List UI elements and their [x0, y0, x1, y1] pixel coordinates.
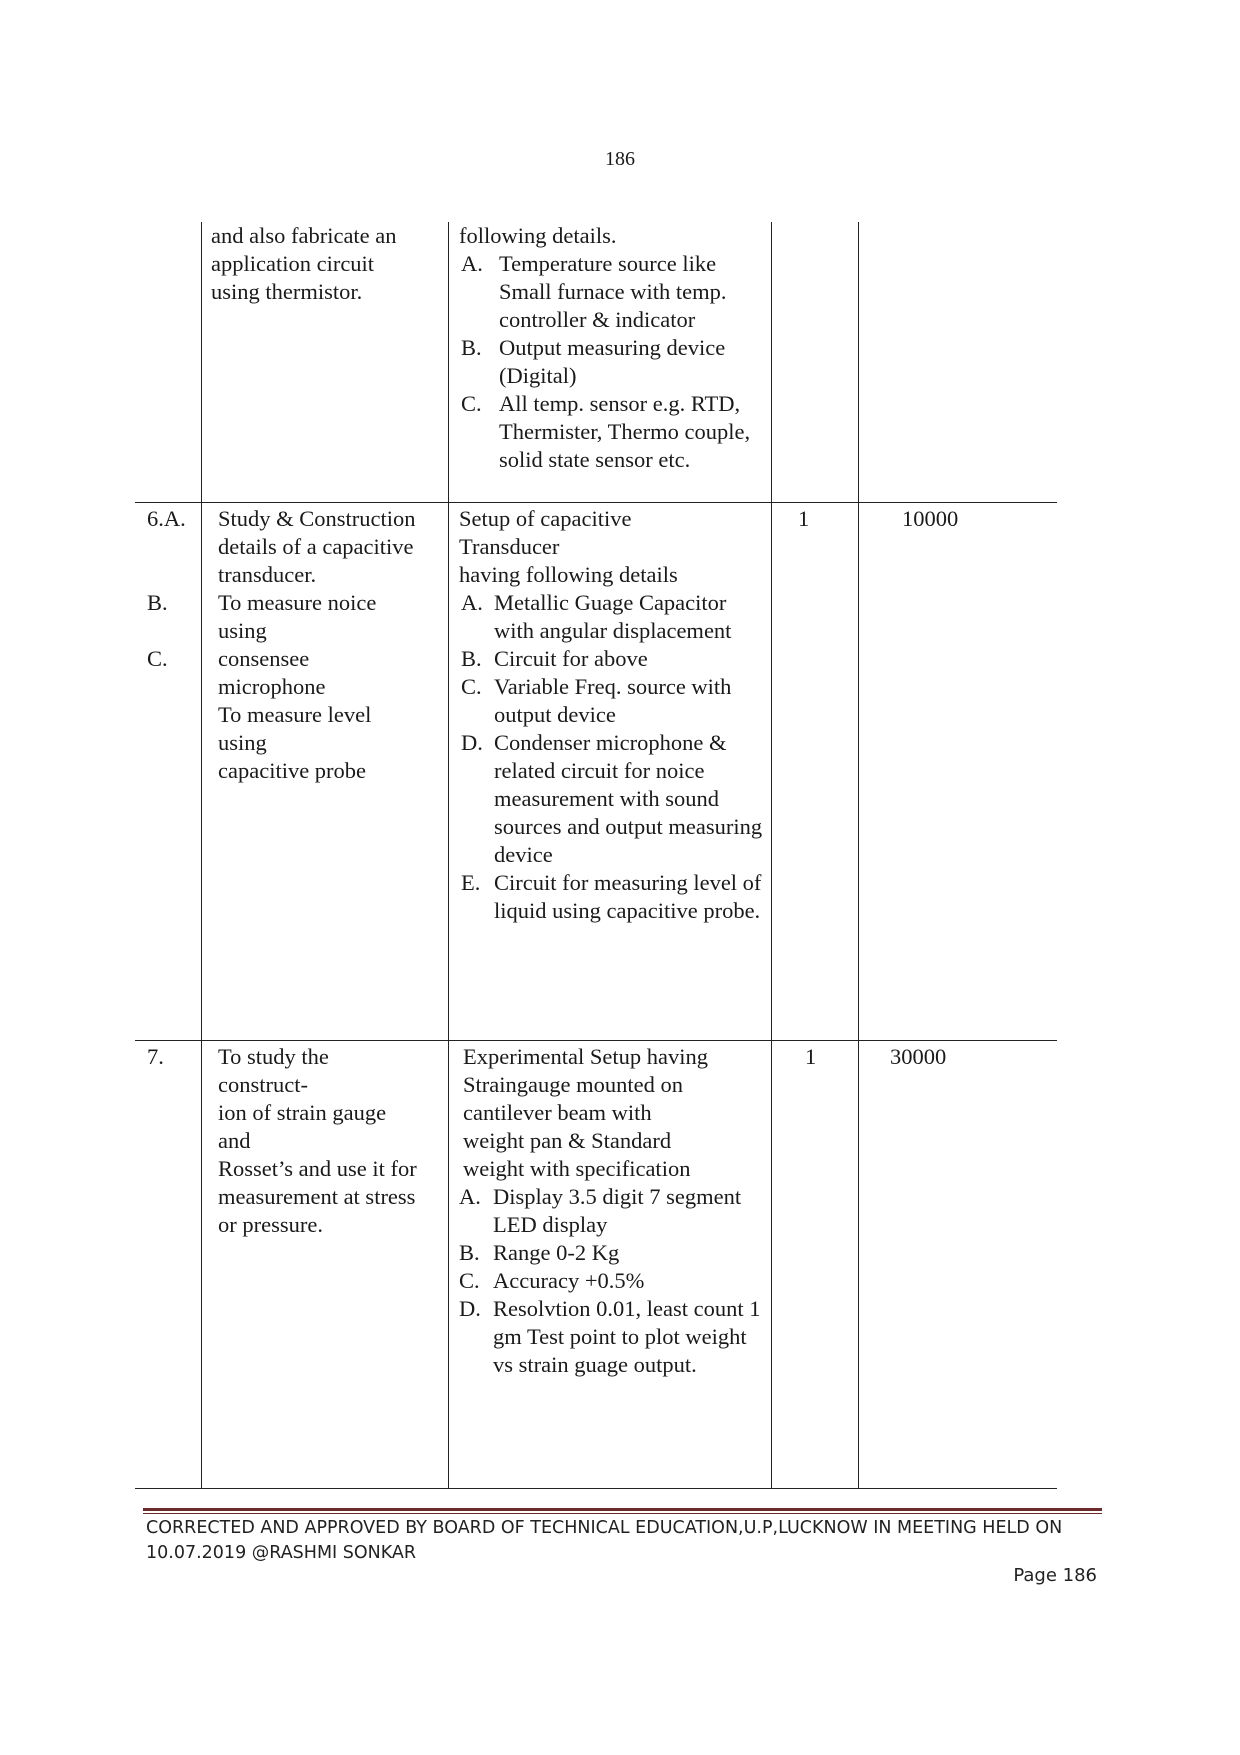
list-item [459, 1183, 766, 1239]
list-marker: D. [459, 1296, 481, 1321]
footer-rule [143, 1508, 1102, 1511]
list-item [461, 645, 766, 673]
list-marker: E. [461, 870, 481, 895]
list-item [461, 589, 766, 645]
table-row-divider [135, 1040, 1057, 1041]
list-marker: B. [461, 335, 482, 360]
list-text: Condenser microphone & related circuit for noice measurement with sound sources and output measuring device [494, 730, 763, 867]
setup-list [459, 1183, 766, 1379]
list-text: Range 0-2 Kg [493, 1240, 620, 1265]
table-column-divider [448, 222, 449, 1488]
list-item [461, 334, 766, 390]
list-text: Display 3.5 digit 7 segment LED display [493, 1184, 742, 1237]
footer-rule [143, 1513, 1102, 1514]
serial-number-cell: 7. [147, 1044, 164, 1069]
list-item [461, 390, 766, 474]
list-item [461, 673, 766, 729]
list-marker: C. [461, 391, 482, 416]
setup-intro: Setup of capacitive Transducer having following details [459, 506, 678, 587]
setup-list [461, 250, 766, 474]
list-item [459, 1239, 766, 1267]
footer-approval-note: CORRECTED AND APPROVED BY BOARD OF TECHNICAL EDUCATION,U.P,LUCKNOW IN MEETING HELD ON 10.07.2019 @RASHMI SONKAR [146, 1518, 1063, 1563]
list-item [461, 729, 766, 869]
list-item [459, 1295, 766, 1379]
table-column-divider [201, 222, 202, 1488]
list-marker: A. [461, 590, 483, 615]
table-column-divider [858, 222, 859, 1488]
list-text: Resolvtion 0.01, least count 1 gm Test point to plot weight vs strain guage output. [493, 1296, 761, 1377]
list-marker: C. [459, 1268, 480, 1293]
cost-cell: 10000 [902, 506, 959, 531]
list-text: All temp. sensor e.g. RTD, Thermister, Thermo couple, solid state sensor etc. [499, 391, 751, 472]
footer-page-number: Page 186 [1013, 1565, 1097, 1586]
cost-cell: 30000 [890, 1044, 947, 1069]
setup-intro: Experimental Setup having Straingauge mounted on cantilever beam with weight pan & Standard weight with specification [463, 1044, 708, 1181]
page-number-top: 186 [605, 148, 635, 170]
table-row-divider [135, 1488, 1057, 1489]
table-row-divider [135, 502, 1057, 503]
list-marker: A. [461, 251, 483, 276]
objective-cell: To study the construct- ion of strain gauge and Rosset’s and use it for measurement at stress or pressure. [218, 1044, 417, 1237]
quantity-cell: 1 [805, 1044, 817, 1069]
list-item [461, 250, 766, 334]
list-text: Temperature source like Small furnace with temp. controller & indicator [499, 251, 727, 332]
list-text: Circuit for above [494, 646, 648, 671]
objective-cell: and also fabricate an application circuit using thermistor. [211, 223, 397, 304]
list-item [459, 1267, 766, 1295]
list-text: Circuit for measuring level of liquid using capacitive probe. [494, 870, 762, 923]
objective-cell: Study & Construction details of a capacitive transducer. To measure noice using consensee microphone To measure level using capacitive probe [218, 506, 416, 783]
list-item [461, 869, 766, 925]
quantity-cell: 1 [798, 506, 810, 531]
list-text: Metallic Guage Capacitor with angular displacement [494, 590, 732, 643]
setup-intro: following details. [459, 223, 617, 248]
list-text: Output measuring device (Digital) [499, 335, 726, 388]
list-marker: A. [459, 1184, 481, 1209]
list-marker: B. [461, 646, 482, 671]
list-marker: C. [461, 674, 482, 699]
setup-list [461, 589, 766, 925]
serial-number-cell: 6.A. B. C. [147, 506, 186, 671]
list-marker: B. [459, 1240, 480, 1265]
list-marker: D. [461, 730, 483, 755]
list-text: Variable Freq. source with output device [494, 674, 732, 727]
list-text: Accuracy +0.5% [493, 1268, 645, 1293]
table-column-divider [771, 222, 772, 1488]
